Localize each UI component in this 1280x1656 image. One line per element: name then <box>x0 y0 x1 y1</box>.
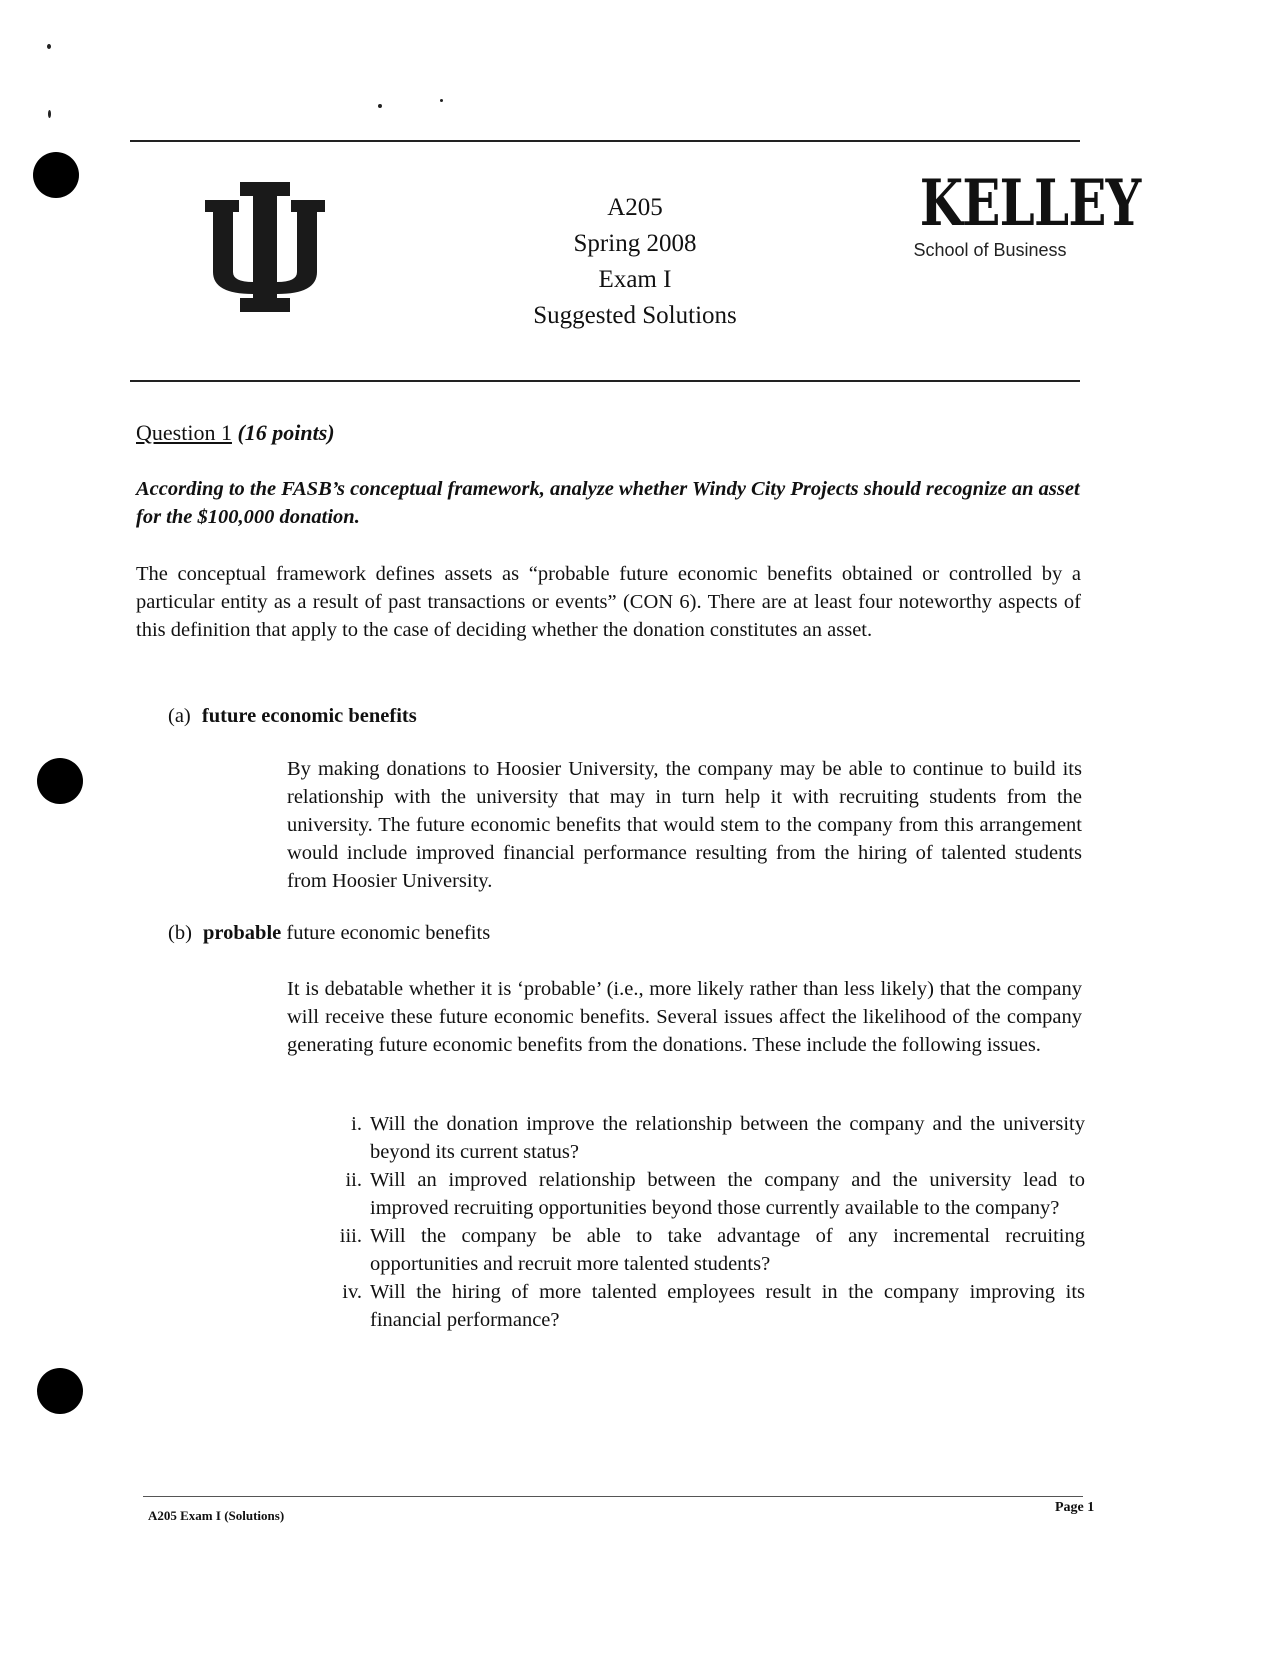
section-b-title-rest: future economic benefits <box>286 922 491 944</box>
indiana-university-logo <box>205 182 325 322</box>
header-bottom-rule <box>130 380 1080 382</box>
intro-paragraph: The conceptual framework defines assets as “probable future economic benefits obtained or controlled by a particular entity as a result of past transactions or events” (CON 6). There are at least four noteworthy aspects of this definition that apply to the case of deciding whether the donation constitutes an asset. <box>136 563 1081 641</box>
list-item-number: ii. <box>345 1169 362 1191</box>
document-subtitle: Suggested Solutions <box>533 302 737 329</box>
footer-rule <box>143 1496 1083 1497</box>
list-item-text: Will the donation improve the relationship between the company and the university beyond its current status? <box>370 1113 1085 1163</box>
question-title <box>136 420 335 446</box>
header-top-rule <box>130 140 1080 142</box>
section-b-body: It is debatable whether it is ‘probable’ (i.e., more likely rather than less likely) that the company will receive these future economic benefits. Several issues affect the likelihood of the company generating future economic benefits from the donations. These include the following issues. <box>287 978 1082 1056</box>
scan-speck <box>47 44 51 49</box>
question-prompt: According to the FASB’s conceptual framework, analyze whether Windy City Projects should recognize an asset for the $100,000 donation. <box>136 478 1080 528</box>
list-item-text: Will the hiring of more talented employees result in the company improving its financial performance? <box>370 1281 1085 1331</box>
section-b-title-bold: probable <box>203 922 282 944</box>
issues-list <box>310 1110 1085 1334</box>
list-item-number: iii. <box>339 1225 362 1247</box>
list-item-number: i. <box>351 1113 362 1135</box>
kelley-logo-subtext: School of Business <box>913 240 1067 260</box>
list-item <box>310 1110 1085 1166</box>
section-a-title: future economic benefits <box>201 705 417 727</box>
section-b-heading <box>168 922 490 945</box>
scan-speck <box>378 104 382 108</box>
list-item-text: Will an improved relationship between the company and the university lead to improved recruiting opportunities beyond those currently available to the company? <box>370 1169 1085 1219</box>
course-code: A205 <box>607 194 663 221</box>
list-item-text: Will the company be able to take advantage of any incremental recruiting opportunities and recruit more talented students? <box>370 1225 1085 1275</box>
kelley-logo-wordmark: KELLEY <box>919 166 1141 241</box>
exam-name: Exam I <box>598 266 672 293</box>
scan-speck <box>440 99 443 102</box>
binder-hole-bottom <box>37 1368 83 1414</box>
kelley-logo <box>900 166 1141 261</box>
exam-header <box>470 190 800 334</box>
footer-doc-title: A205 Exam I (Solutions) <box>148 1508 285 1523</box>
section-a-body: By making donations to Hoosier University, the company may be able to continue to build its relationship with the university that may in turn help it with recruiting students from the university. The future economic benefits that would stem to the company from this arrangement would include improved financial performance resulting from the hiring of talented students from Hoosier University. <box>287 758 1082 892</box>
list-item-number: iv. <box>342 1281 362 1303</box>
question-number: Question 1 <box>136 420 232 445</box>
section-b-label: (b) <box>168 922 192 944</box>
page-number: Page 1 <box>1055 1500 1095 1515</box>
question-points: (16 points) <box>237 420 335 445</box>
section-a-label: (a) <box>168 705 191 727</box>
list-item <box>310 1166 1085 1222</box>
exam-term: Spring 2008 <box>573 230 697 257</box>
scan-speck <box>48 110 51 118</box>
binder-hole-top <box>33 152 79 198</box>
binder-hole-middle <box>37 758 83 804</box>
list-item <box>310 1222 1085 1278</box>
list-item <box>310 1278 1085 1334</box>
section-a-heading <box>168 705 417 728</box>
